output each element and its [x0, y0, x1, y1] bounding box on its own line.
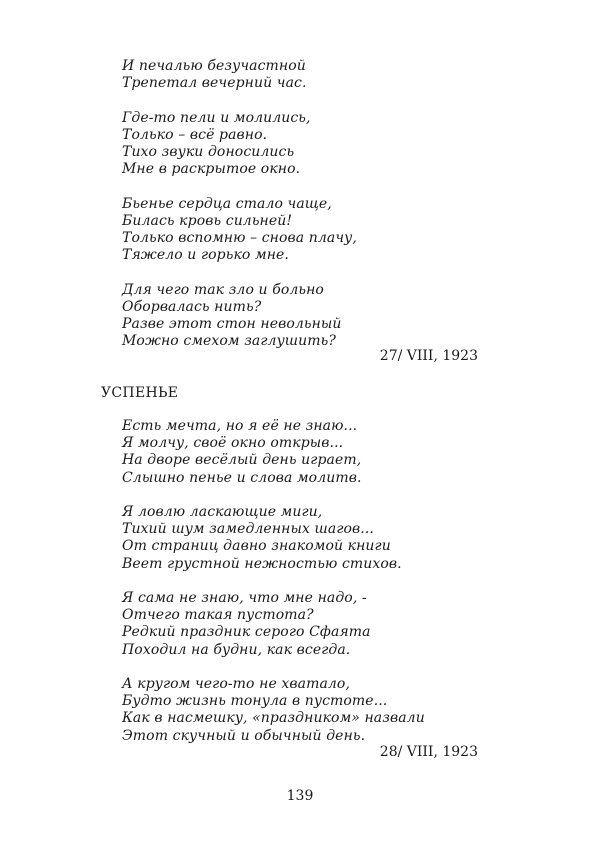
verse-line: Где-то пели и молились, — [122, 109, 311, 126]
verse-line: Трепетал вечерний час. — [122, 75, 307, 92]
verse-line: Я молчу, своё окно открыв... — [122, 435, 344, 452]
stanza — [122, 504, 522, 573]
stanza — [122, 676, 522, 745]
stanza — [122, 418, 522, 487]
verse-line: Только – всё равно. — [122, 126, 268, 143]
verse-line: Походил на будни, как всегда. — [122, 641, 351, 658]
verse-line: Для чего так зло и больно — [122, 281, 324, 298]
verse-line: Я сама не знаю, что мне надо, - — [122, 590, 367, 606]
verse-line: Билась кровь сильней! — [122, 212, 293, 229]
poem-2-body — [122, 418, 522, 745]
verse-line: Будто жизнь тонула в пустоте... — [122, 693, 388, 710]
poem-2-date: 28/ VIII, 1923 — [379, 744, 478, 760]
stanza — [122, 196, 522, 265]
poem-2-title: УСПЕНЬЕ — [101, 385, 179, 401]
verse-line: Я ловлю ласкающие миги, — [122, 504, 323, 520]
poem-1-date: 27/ VIII, 1923 — [379, 348, 478, 364]
verse-line: Мне в раскрытое окно. — [122, 161, 301, 178]
stanza — [122, 110, 522, 179]
verse-line: Разве этот стон невольный — [122, 316, 342, 332]
verse-line: Можно смехом заглушить? — [122, 333, 336, 350]
verse-line: Слышно пенье и слова молитв. — [122, 469, 362, 486]
page-number: 139 — [286, 788, 314, 804]
verse-line: На дворе весёлый день играет, — [122, 452, 362, 469]
stanza — [122, 58, 522, 92]
stanza — [122, 282, 522, 351]
verse-line: От страниц давно знакомой книги — [122, 538, 391, 555]
verse-line: Тяжело и горько мне. — [122, 247, 289, 264]
verse-line: Только вспомню – снова плачу, — [122, 230, 357, 246]
verse-line: Тихо звуки доносились — [122, 144, 295, 160]
verse-line: Есть мечта, но я её не знаю... — [122, 418, 358, 434]
stanza — [122, 590, 522, 659]
verse-line: А кругом чего-то не хватало, — [122, 676, 351, 692]
verse-line: Этот скучный и обычный день. — [122, 727, 366, 744]
verse-line: Веет грустной нежностью стихов. — [122, 555, 402, 572]
verse-line: Тихий шум замедленных шагов... — [122, 521, 374, 538]
verse-line: Оборвалась нить? — [122, 298, 262, 315]
verse-line: Редкий праздник серого Сфаята — [122, 624, 371, 641]
poem-1-body — [122, 58, 522, 350]
verse-line: И печалью безучастной — [122, 58, 306, 74]
verse-line: Отчего такая пустота? — [122, 607, 314, 624]
verse-line: Бьенье сердца стало чаще, — [122, 195, 332, 212]
verse-line: Как в насмешку, «праздником» назвали — [122, 710, 425, 727]
